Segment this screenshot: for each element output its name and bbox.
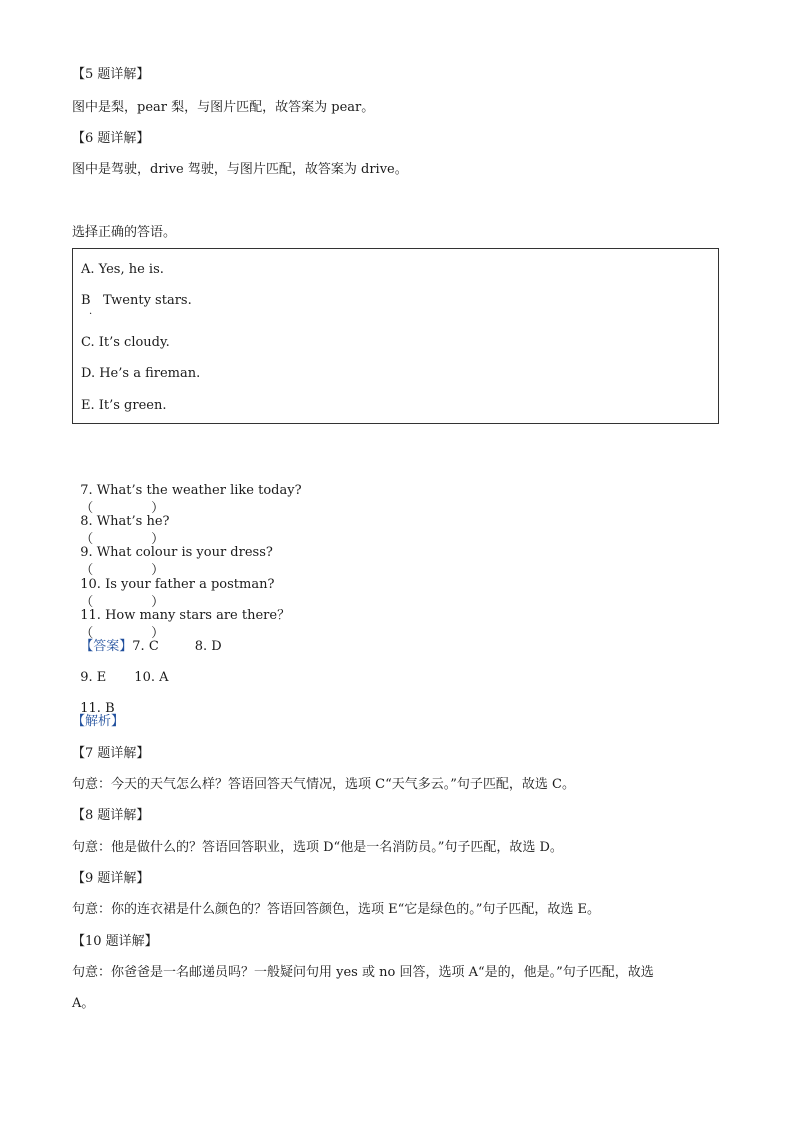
question-10-blank: （ ） xyxy=(80,595,165,610)
analysis-label: 【解析】 xyxy=(72,714,125,729)
q10-detail-heading: 【10 题详解】 xyxy=(72,934,158,949)
option-c: C. It’s cloudy. xyxy=(81,335,170,350)
answer-label: 【答案】 xyxy=(80,639,133,654)
question-9-blank: （ ） xyxy=(80,563,165,578)
q6-explanation: 图中是驾驶，drive 驾驶，与图片匹配，故答案为 drive。 xyxy=(72,162,408,177)
q9-detail-text: 句意：你的连衣裙是什么颜色的？答语回答颜色，选项 E“它是绿色的。”句子匹配，故选 E。 xyxy=(72,902,601,917)
answer-9: 9. E xyxy=(80,670,107,685)
answer-10: 10. A xyxy=(134,670,169,685)
question-11-blank: （ ） xyxy=(80,626,165,641)
question-7-text: 7. What’s the weather like today? xyxy=(80,483,302,498)
q10-detail-text-cont: A。 xyxy=(72,996,95,1011)
options-box xyxy=(72,248,719,424)
q5-explanation: 图中是梨，pear 梨，与图片匹配，故答案为 pear。 xyxy=(72,100,375,115)
answer-11: 11. B xyxy=(80,701,115,716)
question-8-text: 8. What’s he? xyxy=(80,514,170,529)
question-10-text: 10. Is your father a postman? xyxy=(80,577,275,592)
question-9-text: 9. What colour is your dress? xyxy=(80,545,273,560)
option-b: B Twenty stars. xyxy=(81,293,192,308)
question-11-text: 11. How many stars are there？ xyxy=(80,608,291,623)
option-a: A. Yes, he is. xyxy=(81,262,164,277)
q8-detail-text: 句意：他是做什么的？答语回答职业，选项 D“他是一名消防员。”句子匹配，故选 D。 xyxy=(72,840,563,855)
option-e: E. It’s green. xyxy=(81,398,167,413)
answer-8: 8. D xyxy=(194,639,222,654)
question-7-blank: （ ） xyxy=(80,501,165,516)
q7-detail-text: 句意：今天的天气怎么样？答语回答天气情况，选项 C“天气多云。”句子匹配，故选 C。 xyxy=(72,777,575,792)
option-b-dot: . xyxy=(89,306,93,317)
section-instruction: 选择正确的答语。 xyxy=(72,225,177,240)
answer-7: 7. C xyxy=(132,639,159,654)
q5-heading: 【5 题详解】 xyxy=(72,67,150,82)
q8-detail-heading: 【8 题详解】 xyxy=(72,808,150,823)
q6-heading: 【6 题详解】 xyxy=(72,131,150,146)
q7-detail-heading: 【7 题详解】 xyxy=(72,746,150,761)
question-8-blank: （ ） xyxy=(80,532,165,547)
option-d: D. He’s a fireman. xyxy=(81,366,201,381)
q9-detail-heading: 【9 题详解】 xyxy=(72,871,150,886)
q10-detail-text: 句意：你爸爸是一名邮递员吗？一般疑问句用 yes 或 no 回答，选项 A“是的，他是。”句子匹配，故选 xyxy=(72,965,654,980)
